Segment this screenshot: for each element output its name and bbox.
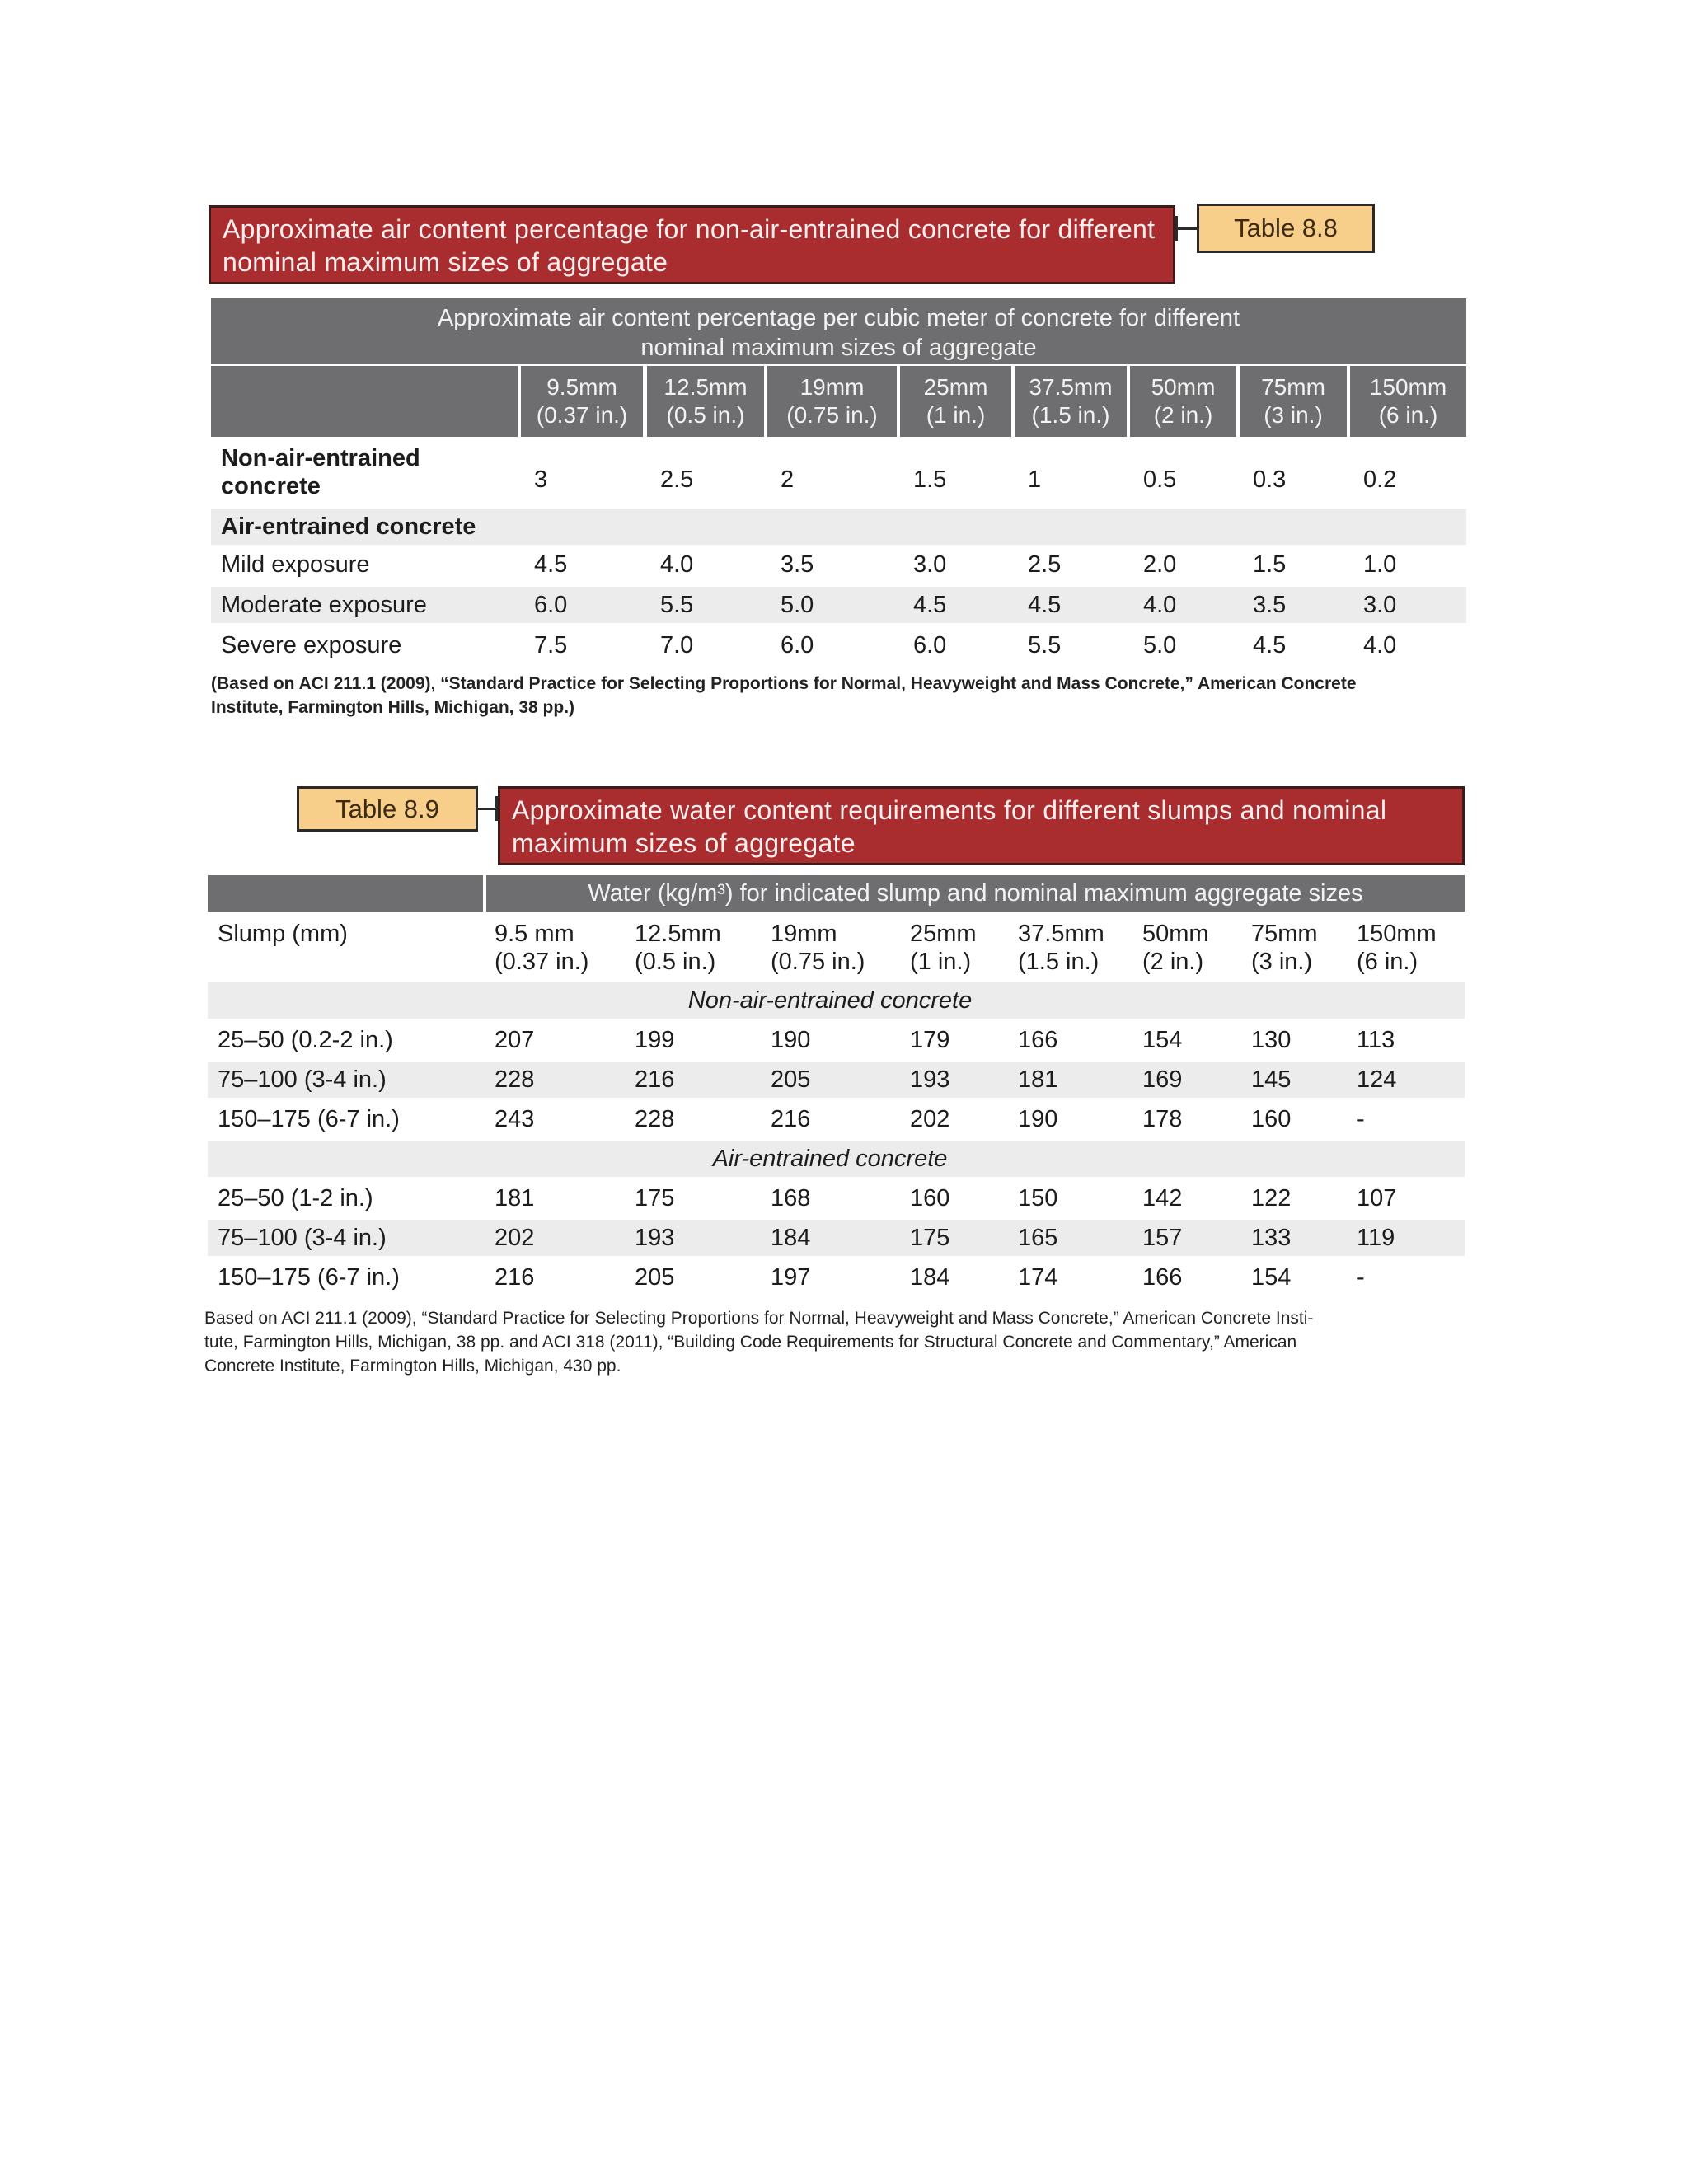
column-size-mm: 19mm — [771, 921, 837, 947]
table-8-9-cell-value: 228 — [495, 1066, 535, 1093]
table-8-9-column-header — [1251, 920, 1318, 976]
table-8-8-header-banner — [211, 298, 1466, 364]
table-8-9-source-note-line: Based on ACI 211.1 (2009), “Standard Practice for Selecting Proportions for Normal, Heavyweight and Mass Concrete,” American Concrete Insti- — [204, 1309, 1314, 1328]
table-8-8-cell-value: 1.0 — [1363, 551, 1397, 578]
table-8-9-cell-value: 207 — [495, 1027, 535, 1053]
table-8-8-cell-value: 3.0 — [913, 551, 947, 578]
table-8-8-cell-value: 5.0 — [781, 592, 814, 618]
column-size-in: (1 in.) — [926, 402, 986, 428]
table-8-9-cell-value: 216 — [635, 1066, 675, 1093]
table-8-8-leader-tick — [1175, 216, 1178, 241]
table-8-9-cell-value: 107 — [1357, 1185, 1397, 1212]
table-8-8-cell-value: 0.2 — [1363, 466, 1397, 493]
table-8-9-cell-value: 133 — [1251, 1225, 1292, 1251]
table-8-8-tag — [1197, 204, 1375, 253]
table-8-8-cell-value: 5.0 — [1143, 632, 1177, 658]
column-size-mm: 50mm — [1151, 374, 1216, 400]
table-8-9-source-note — [204, 1306, 1474, 1378]
table-8-9-row-label: 25–50 (0.2-2 in.) — [218, 1027, 393, 1053]
column-size-mm: 19mm — [799, 374, 865, 400]
table-8-8-cell-value: 2.5 — [660, 466, 694, 493]
row-label-line: concrete — [221, 473, 321, 499]
column-size-mm: 12.5mm — [663, 374, 748, 400]
table-8-8-caption-text: Approximate air content percentage for non-air-entrained concrete for different nominal maximum sizes of aggregate — [223, 214, 1156, 277]
table-8-9-column-header — [495, 920, 588, 976]
column-size-mm: 25mm — [923, 374, 988, 400]
table-8-8-cell-value: 4.5 — [1028, 592, 1062, 618]
column-size-in: (0.75 in.) — [771, 949, 865, 975]
table-8-9-section-title: Non-air-entrained concrete — [687, 987, 973, 1014]
table-8-8-row-label — [221, 631, 518, 659]
table-8-9-cell-value: 205 — [635, 1264, 675, 1291]
table-8-8-cell-value: 5.5 — [1028, 632, 1062, 658]
table-8-9-row-label: 75–100 (3-4 in.) — [218, 1225, 387, 1251]
column-size-mm: 12.5mm — [635, 921, 721, 947]
column-size-mm: 9.5 mm — [495, 921, 574, 947]
table-8-8-cell-value: 3.5 — [781, 551, 814, 578]
table-8-9-cell-value: 190 — [1018, 1106, 1058, 1132]
table-8-9-row-label: 150–175 (6-7 in.) — [218, 1264, 400, 1291]
table-8-9-tag-text: Table 8.9 — [335, 794, 439, 823]
table-8-8-column-header — [900, 366, 1011, 437]
table-8-9-row-label: 75–100 (3-4 in.) — [218, 1066, 387, 1093]
table-8-9-header-left-block — [208, 875, 483, 912]
table-8-8-cell-value: 6.0 — [781, 632, 814, 658]
column-size-in: (0.5 in.) — [666, 402, 745, 428]
table-8-9-cell-value: 166 — [1142, 1264, 1183, 1291]
table-8-8-column-header — [1350, 366, 1466, 437]
table-8-9-slump-label: Slump (mm) — [218, 921, 348, 947]
table-8-8-column-header — [647, 366, 764, 437]
table-8-9-cell-value: 197 — [771, 1264, 811, 1291]
table-8-9-column-header — [771, 920, 865, 976]
table-8-8-row-label — [221, 513, 518, 541]
table-8-9-cell-value: 154 — [1142, 1027, 1183, 1053]
table-8-9-body — [208, 915, 1465, 1302]
row-label-line: Non-air-entrained — [221, 445, 420, 471]
table-8-9-cell-value: 160 — [1251, 1106, 1292, 1132]
table-8-9-cell-value: 175 — [635, 1185, 675, 1212]
table-8-8-cell-value: 2 — [781, 466, 795, 493]
column-size-mm: 9.5mm — [546, 374, 617, 400]
column-size-mm: 50mm — [1142, 921, 1209, 947]
table-8-8-column-header — [1130, 366, 1236, 437]
column-size-in: (0.37 in.) — [495, 949, 589, 975]
table-8-8-cell-value: 4.0 — [1143, 592, 1177, 618]
table-8-8-body — [211, 441, 1466, 672]
table-8-8-row-label — [221, 551, 518, 579]
column-size-mm: 37.5mm — [1029, 374, 1113, 400]
table-8-8-cell-value: 4.5 — [913, 592, 947, 618]
table-8-9-cell-value: 178 — [1142, 1106, 1183, 1132]
column-size-mm: 150mm — [1369, 374, 1447, 400]
table-8-9-row-label: 150–175 (6-7 in.) — [218, 1106, 400, 1132]
table-8-8-caption — [209, 205, 1175, 284]
table-8-9-column-header — [910, 920, 977, 976]
table-8-8-source-note-line: Institute, Farmington Hills, Michigan, 38 pp.) — [211, 698, 575, 717]
table-8-9-cell-value: 113 — [1357, 1027, 1395, 1053]
table-8-9-cell-value: 202 — [495, 1225, 535, 1251]
table-8-9-cell-value: 181 — [495, 1185, 535, 1212]
table-8-9-tag — [297, 786, 478, 832]
column-size-in: (6 in.) — [1378, 402, 1438, 428]
table-8-8-cell-value: 0.3 — [1253, 466, 1287, 493]
column-size-in: (0.75 in.) — [786, 402, 878, 428]
table-8-9-cell-value: 181 — [1018, 1066, 1058, 1093]
table-8-8-source-note-line: (Based on ACI 211.1 (2009), “Standard Practice for Selecting Proportions for Normal, Heavyweight and Mass Concrete,” American Concrete — [211, 674, 1357, 693]
table-8-9-cell-value: 168 — [771, 1185, 811, 1212]
table-8-9-source-note-line: Concrete Institute, Farmington Hills, Michigan, 430 pp. — [204, 1357, 621, 1376]
table-8-9-caption — [498, 786, 1465, 865]
table-8-9-header-title: Water (kg/m³) for indicated slump and nominal maximum aggregate sizes — [588, 880, 1363, 907]
row-label-line: Mild exposure — [221, 551, 370, 578]
table-8-8-cell-value: 0.5 — [1143, 466, 1177, 493]
table-8-8-cell-value: 3.5 — [1253, 592, 1287, 618]
table-8-9-cell-value: 193 — [910, 1066, 950, 1093]
table-8-9-cell-value: 205 — [771, 1066, 811, 1093]
column-size-in: (0.37 in.) — [536, 402, 628, 428]
table-8-9-cell-value: 165 — [1018, 1225, 1058, 1251]
column-size-in: (1 in.) — [910, 949, 972, 975]
table-8-8-cell-value: 6.0 — [534, 592, 568, 618]
table-8-8-row-label — [221, 591, 518, 619]
column-size-in: (6 in.) — [1357, 949, 1418, 975]
table-8-8-header-title: Approximate air content percentage per cubic meter of concrete for different nominal maximum sizes of aggregate — [437, 305, 1240, 361]
table-8-8-row-label — [221, 444, 518, 500]
row-label-line: Moderate exposure — [221, 592, 427, 618]
table-8-8-column-header — [1015, 366, 1127, 437]
row-label-line: Air-entrained concrete — [221, 513, 476, 540]
table-8-9-cell-value: 216 — [495, 1264, 535, 1291]
table-8-9-cell-value: 142 — [1142, 1185, 1183, 1212]
table-8-8-cell-value: 5.5 — [660, 592, 694, 618]
column-size-mm: 75mm — [1251, 921, 1318, 947]
table-8-9-cell-value: 190 — [771, 1027, 811, 1053]
table-8-8-cell-value: 7.0 — [660, 632, 694, 658]
table-8-9-cell-value: 243 — [495, 1106, 535, 1132]
table-8-9-row-label: 25–50 (1-2 in.) — [218, 1185, 373, 1212]
table-8-8-cell-value: 1.5 — [913, 466, 947, 493]
column-size-in: (1.5 in.) — [1018, 949, 1100, 975]
column-size-in: (3 in.) — [1264, 402, 1323, 428]
table-8-9-column-header — [1357, 920, 1437, 976]
column-size-in: (2 in.) — [1153, 402, 1213, 428]
table-8-9-cell-value: 179 — [910, 1027, 950, 1053]
table-8-9-cell-value: 184 — [771, 1225, 811, 1251]
table-8-9-column-header — [1018, 920, 1104, 976]
table-8-8-source-note — [211, 672, 1472, 719]
table-8-8-cell-value: 3 — [534, 466, 548, 493]
column-size-mm: 37.5mm — [1018, 921, 1104, 947]
column-size-mm: 150mm — [1357, 921, 1437, 947]
table-8-9-cell-value: 124 — [1357, 1066, 1397, 1093]
table-8-9-section-title: Air-entrained concrete — [712, 1146, 948, 1172]
table-8-8-cell-value: 4.0 — [1363, 632, 1397, 658]
table-8-9-cell-value: 216 — [771, 1106, 811, 1132]
table-8-9-cell-value: 130 — [1251, 1027, 1292, 1053]
column-size-in: (0.5 in.) — [635, 949, 716, 975]
table-8-8-cell-value: 4.5 — [534, 551, 568, 578]
table-8-8-cell-value: 1 — [1028, 466, 1042, 493]
table-8-9-cell-value: - — [1357, 1106, 1365, 1132]
table-8-9-header-banner — [486, 875, 1465, 912]
table-8-8-cell-value: 7.5 — [534, 632, 568, 658]
table-8-8-column-header-blank — [211, 366, 518, 437]
table-8-9-cell-value: 166 — [1018, 1027, 1058, 1053]
table-8-9-caption-text: Approximate water content requirements for different slumps and nominal maximum sizes of aggregate — [512, 795, 1387, 858]
table-8-8-cell-value: 2.0 — [1143, 551, 1177, 578]
table-8-9-cell-value: 199 — [635, 1027, 675, 1053]
table-8-9-cell-value: 122 — [1251, 1185, 1292, 1212]
table-8-9-cell-value: 154 — [1251, 1264, 1292, 1291]
table-8-9-cell-value: 145 — [1251, 1066, 1292, 1093]
table-8-8-tag-text: Table 8.8 — [1234, 213, 1338, 242]
column-size-in: (3 in.) — [1251, 949, 1313, 975]
column-size-in: (2 in.) — [1142, 949, 1204, 975]
table-8-9-cell-value: 228 — [635, 1106, 675, 1132]
table-8-9-cell-value: 119 — [1357, 1225, 1395, 1251]
column-size-in: (1.5 in.) — [1031, 402, 1110, 428]
table-8-9-cell-value: 184 — [910, 1264, 950, 1291]
table-8-8-column-header — [521, 366, 643, 437]
table-8-8-cell-value: 2.5 — [1028, 551, 1062, 578]
table-8-9-cell-value: 160 — [910, 1185, 950, 1212]
table-8-8-cell-value: 4.0 — [660, 551, 694, 578]
table-8-8-cell-value: 3.0 — [1363, 592, 1397, 618]
table-8-9-cell-value: 193 — [635, 1225, 675, 1251]
table-8-8-column-header-row — [211, 366, 1466, 437]
table-8-9-source-note-line: tute, Farmington Hills, Michigan, 38 pp. and ACI 318 (2011), “Building Code Requirements for Structural Concrete and Commentary,” American — [204, 1333, 1297, 1352]
table-8-9-column-header — [635, 920, 721, 976]
table-8-9-cell-value: 150 — [1018, 1185, 1058, 1212]
table-8-9-cell-value: 174 — [1018, 1264, 1058, 1291]
table-8-8-cell-value: 6.0 — [913, 632, 947, 658]
table-8-9-cell-value: 202 — [910, 1106, 950, 1132]
table-8-9-cell-value: - — [1357, 1264, 1365, 1291]
table-8-8-cell-value: 1.5 — [1253, 551, 1287, 578]
table-8-9-cell-value: 169 — [1142, 1066, 1183, 1093]
row-label-line: Severe exposure — [221, 632, 402, 658]
column-size-mm: 25mm — [910, 921, 977, 947]
table-8-8-column-header — [1240, 366, 1347, 437]
table-8-8-column-header — [767, 366, 897, 437]
column-size-mm: 75mm — [1261, 374, 1325, 400]
table-8-9-cell-value: 175 — [910, 1225, 950, 1251]
table-8-8-cell-value: 4.5 — [1253, 632, 1287, 658]
table-8-9-cell-value: 157 — [1142, 1225, 1183, 1251]
table-8-8-leader-line — [1175, 227, 1197, 230]
table-8-9-column-header — [1142, 920, 1209, 976]
